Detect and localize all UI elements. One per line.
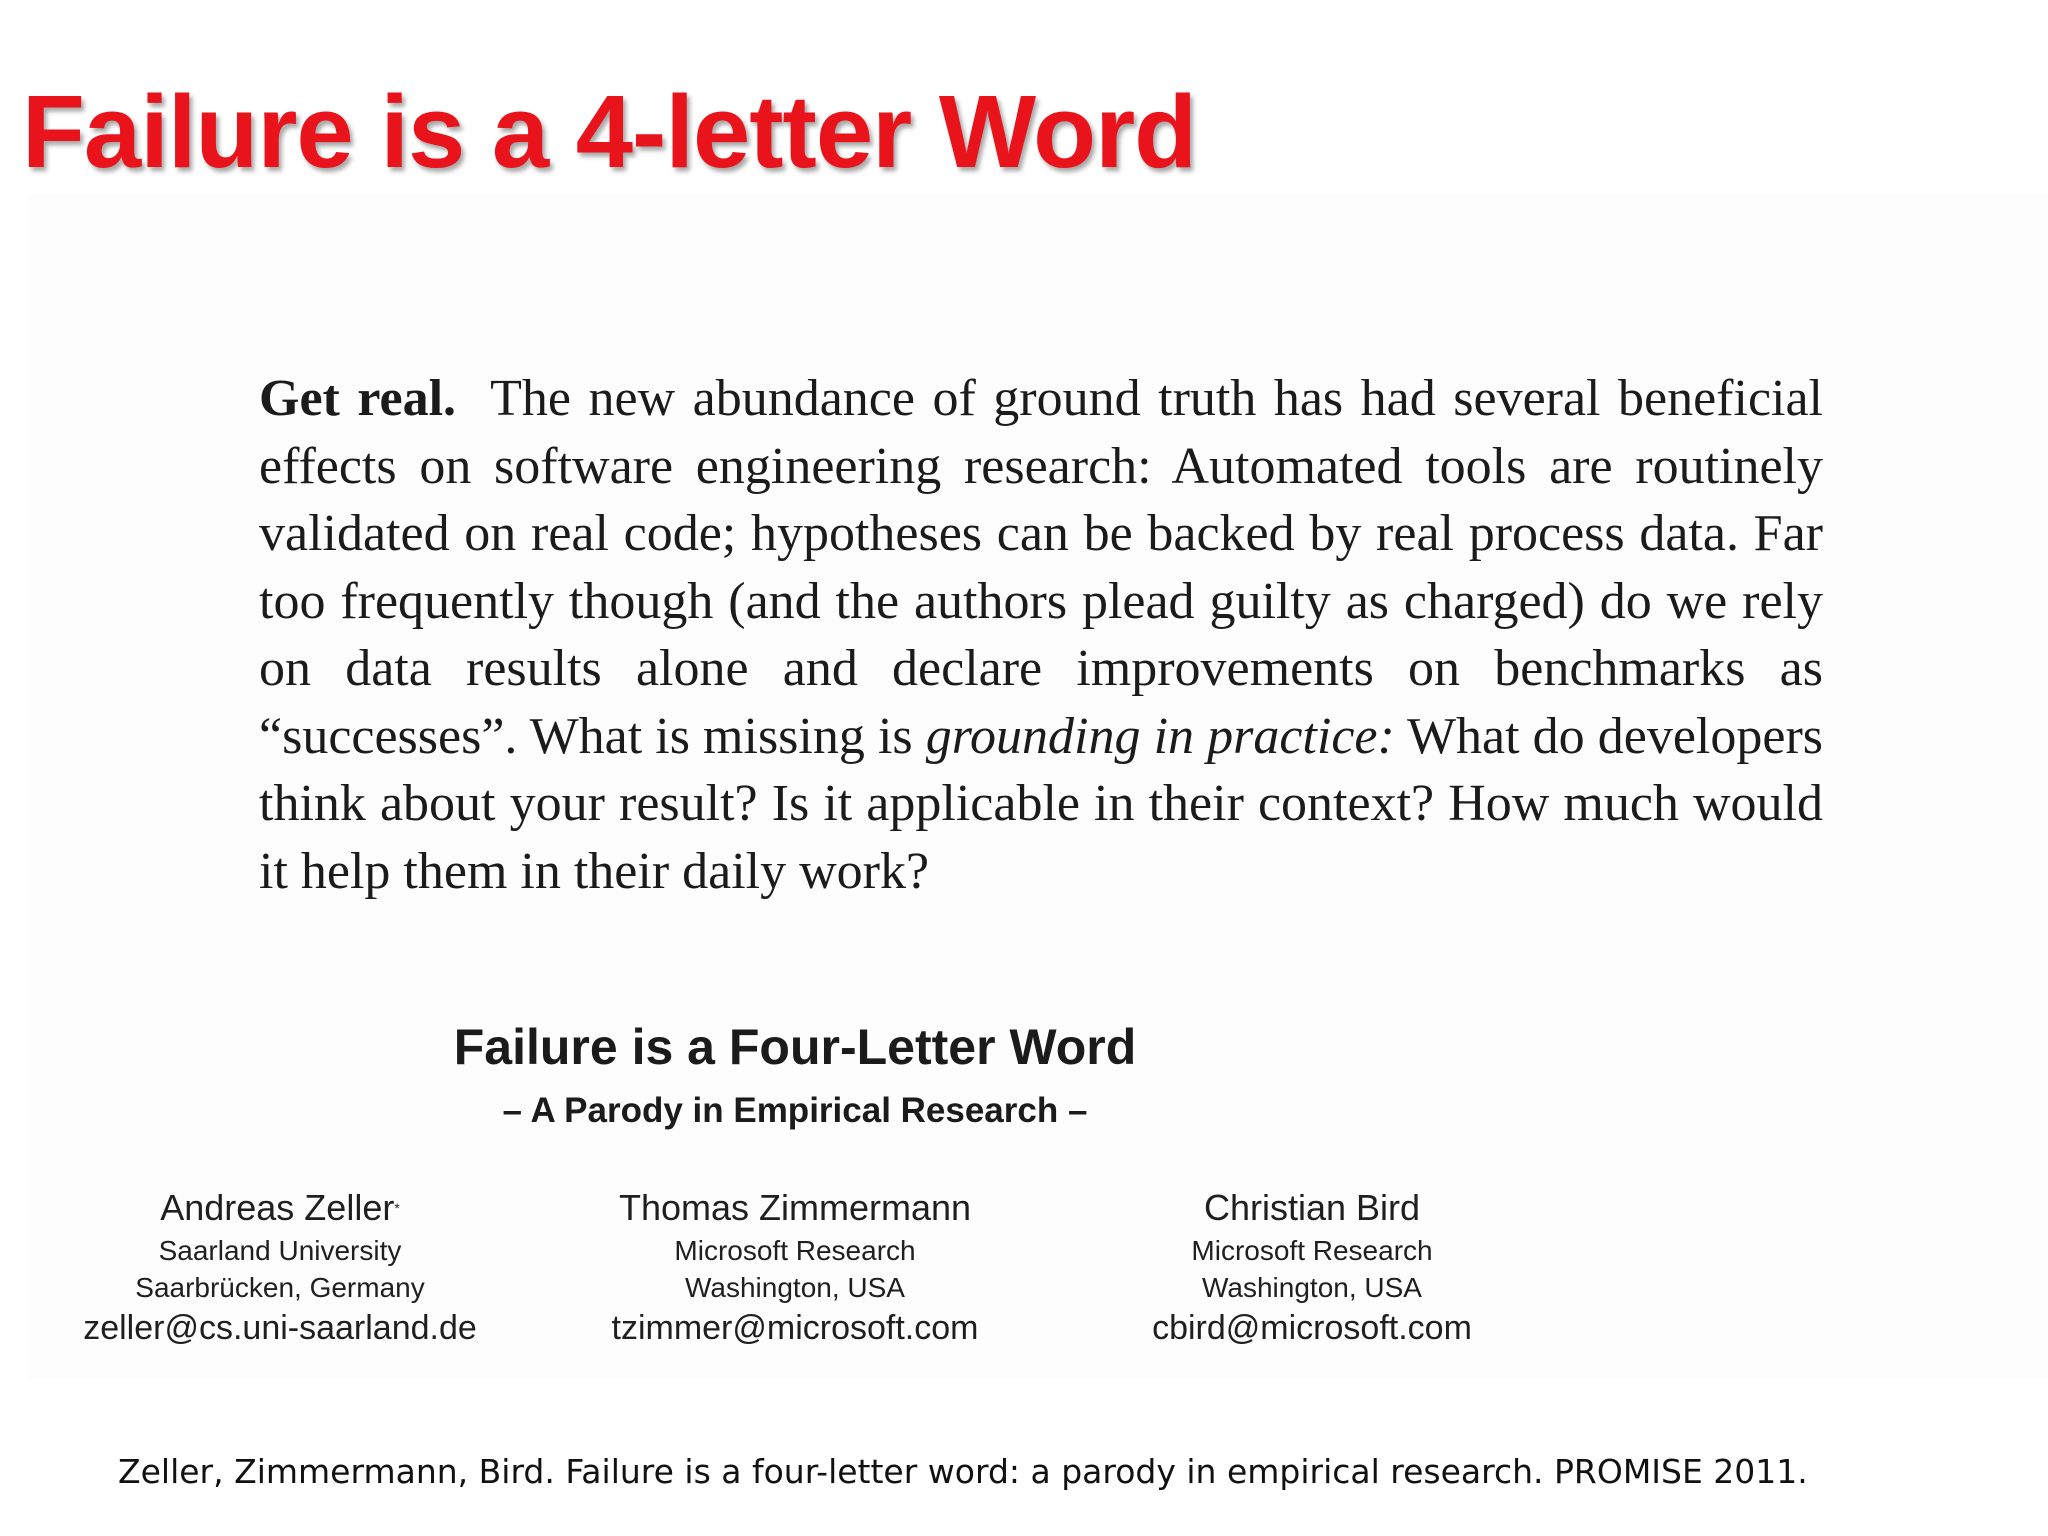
excerpt-text-part2: What do developers think about your result? Is it applicable in their context? How much would it help them in their daily work? — [259, 707, 1823, 900]
author-block — [535, 1184, 1055, 1350]
slide-title: Failure is a 4-letter Word — [22, 74, 1197, 189]
author-location: Washington, USA — [685, 1272, 905, 1303]
paper-title: Failure is a Four-Letter Word — [453, 1019, 1137, 1075]
author-email: cbird@microsoft.com — [1152, 1309, 1472, 1347]
author-affiliation: Microsoft Research — [674, 1235, 916, 1266]
paper-subtitle: – A Parody in Empirical Research – — [502, 1091, 1088, 1130]
excerpt-lead: Get real. — [259, 370, 457, 427]
author-block — [20, 1184, 540, 1350]
author-email: zeller@cs.uni-saarland.de — [83, 1309, 477, 1347]
excerpt-emphasis: grounding in practice: — [925, 707, 1395, 765]
author-location: Saarbrücken, Germany — [135, 1272, 425, 1303]
author-name-row — [20, 1184, 540, 1232]
author-name: Thomas Zimmermann — [618, 1187, 972, 1228]
citation: Zeller, Zimmermann, Bird. Failure is a four-letter word: a parody in empirical research. PROMISE 2011. — [118, 1452, 1808, 1491]
author-name: Andreas Zeller — [160, 1187, 395, 1228]
excerpt-text-part1: The new abundance of ground truth has had several beneficial effects on software engineering research: Automated tools are routinely validated on real code; hypotheses can be backed by real process data. Far too frequently though (and the authors plead guilty as charged) do we rely on data results alone and declare improvements on benchmarks as “successes”. What is missing is — [259, 370, 1823, 765]
paper-excerpt-paragraph — [259, 365, 1823, 905]
author-block — [1052, 1184, 1572, 1350]
author-name: Christian Bird — [1203, 1187, 1421, 1228]
author-footnote-mark: * — [394, 1200, 400, 1216]
author-affiliation: Saarland University — [158, 1235, 402, 1266]
author-affiliation: Microsoft Research — [1191, 1235, 1433, 1266]
author-email: tzimmer@microsoft.com — [611, 1309, 979, 1347]
author-location: Washington, USA — [1202, 1272, 1422, 1303]
